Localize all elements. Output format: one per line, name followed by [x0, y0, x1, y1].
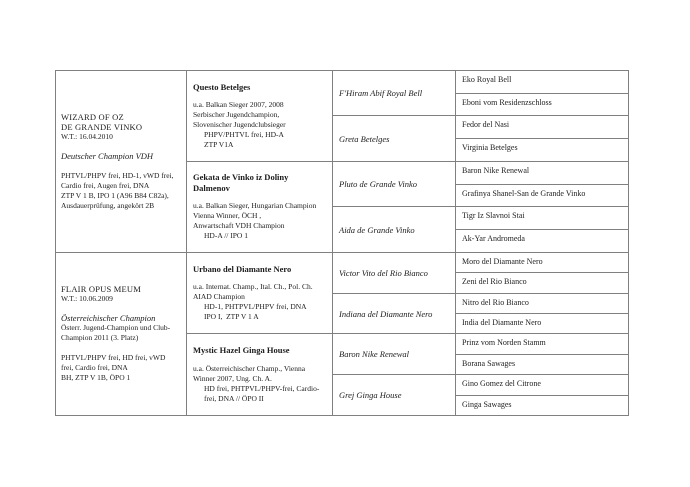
pedigree-table	[55, 70, 629, 416]
dog-name: Eko Royal Bell	[462, 75, 512, 84]
dog-name: Aida de Grande Vinko	[339, 224, 415, 235]
pedigree-cell-gen2-1	[187, 71, 333, 162]
dog-name	[193, 82, 328, 93]
dog-name: Eboni vom Residenzschloss	[462, 97, 552, 107]
text-line: Österr. Jugend-Champion und Club-	[61, 323, 171, 333]
pedigree-cell-gen4-6	[456, 185, 629, 208]
dog-name: Moro del Diamante Nero	[462, 256, 543, 266]
pedigree-cell-gen4-10	[456, 273, 629, 293]
achievements	[193, 282, 328, 322]
health-titles	[61, 171, 183, 211]
whelp-date: W.T.: 16.04.2010	[61, 131, 113, 141]
dog-name: F'Hiram Abif Royal Bell	[339, 88, 423, 99]
pedigree-cell-gen4-11	[456, 294, 629, 314]
achievements	[193, 100, 328, 150]
pedigree-cell-sire	[56, 71, 187, 253]
text-line: Cardio frei, Augen frei, DNA	[61, 180, 150, 190]
pedigree-cell-gen3-3	[333, 162, 456, 207]
dog-name: India del Diamante Nero	[462, 318, 542, 328]
dog-name: Victor Vito del Rio Bianco	[339, 267, 428, 278]
text-line: u.a. Österreichischer Champ., Vienna	[193, 363, 306, 373]
pedigree-cell-gen4-9	[456, 253, 629, 273]
health-titles	[61, 353, 183, 383]
dog-name: Baron Nike Renewal	[462, 165, 530, 175]
text-line: frei, Cardio frei, DNA	[61, 363, 128, 373]
text-line: Ausdauerprüfung, angekört 2B	[61, 200, 155, 210]
pedigree-cell-gen3-8	[333, 375, 456, 416]
dog-name: Grafinya Shanel-San de Grande Vinko	[462, 188, 586, 198]
pedigree-cell-gen3-2	[333, 116, 456, 161]
champion-title: Österreichischer Champion	[61, 313, 156, 324]
dog-name: Borana Sawages	[462, 358, 516, 368]
text-line: ZTP V1A	[204, 140, 234, 150]
achievements	[193, 364, 328, 404]
dog-name-line: WIZARD OF OZ	[61, 111, 124, 122]
pedigree-cell-gen2-4	[187, 334, 333, 416]
dog-name: Ak-Yar Andromeda	[462, 234, 525, 244]
dog-name: Gino Gomez del Citrone	[462, 379, 541, 389]
dog-name: Tigr Iz Slavnoi Stai	[462, 211, 525, 221]
text-line: HD-A // IPO 1	[204, 231, 248, 241]
text-line: IPO I, ZTP V 1 A	[204, 312, 259, 322]
text-line: HD-1, PHTPVL/PHPV frei, DNA	[204, 302, 307, 312]
dog-name: Pluto de Grande Vinko	[339, 179, 417, 190]
dog-name-line: Gekata de Vinko iz Doliny	[193, 172, 289, 183]
dog-name: Zeni del Rio Bianco	[462, 277, 527, 287]
text-line: PHTVL/PHPV frei, HD-1, vWD frei,	[61, 170, 174, 180]
pedigree-cell-gen3-5	[333, 253, 456, 294]
dog-name	[61, 284, 183, 294]
pedigree-cell-gen4-15	[456, 375, 629, 395]
pedigree-cell-gen4-13	[456, 334, 629, 354]
dog-name: Nitro del Rio Bianco	[462, 297, 529, 307]
pedigree-cell-gen4-1	[456, 71, 629, 94]
pedigree-cell-gen2-3	[187, 253, 333, 335]
achievements	[193, 201, 328, 241]
text-line: Serbischer Jugendchampion,	[193, 110, 280, 120]
dog-name	[193, 264, 328, 275]
dog-name: Baron Nike Renewal	[339, 349, 410, 360]
text-line: PHPV/PHTVL frei, HD-A	[204, 130, 284, 140]
dog-name-line: Mystic Hazel Ginga House	[193, 345, 290, 356]
pedigree-cell-gen3-4	[333, 207, 456, 252]
pedigree-cell-gen4-8	[456, 230, 629, 253]
pedigree-cell-gen2-2	[187, 162, 333, 253]
pedigree-cell-gen4-7	[456, 207, 629, 230]
dog-name	[193, 345, 328, 356]
whelp-date: W.T.: 10.06.2009	[61, 294, 113, 304]
pedigree-cell-gen4-12	[456, 314, 629, 334]
dog-name: Prinz vom Norden Stamm	[462, 338, 546, 348]
text-line: PHTVL/PHPV frei, HD frei, vWD	[61, 353, 166, 363]
text-line: u.a. Balkan Sieger, Hungarian Champion	[193, 201, 317, 211]
pedigree-cell-gen3-6	[333, 294, 456, 335]
dog-name: Greta Betelges	[339, 133, 390, 144]
text-line: Anwartschaft VDH Champion	[193, 221, 285, 231]
text-line: Vienna Winner, ÖCH ,	[193, 211, 262, 221]
text-line: u.a. Balkan Sieger 2007, 2008	[193, 100, 284, 110]
dog-name	[61, 112, 183, 132]
dog-name: Virginia Betelges	[462, 143, 518, 153]
text-line: Champion 2011 (3. Platz)	[61, 333, 139, 343]
pedigree-cell-gen4-5	[456, 162, 629, 185]
pedigree-cell-gen4-3	[456, 116, 629, 139]
pedigree-cell-gen4-14	[456, 355, 629, 375]
dog-name-line: Dalmenov	[193, 182, 230, 193]
text-line: u.a. Internat. Champ., Ital. Ch., Pol. Ch.	[193, 282, 313, 292]
pedigree-cell-gen4-2	[456, 94, 629, 117]
dog-name-line: FLAIR OPUS MEUM	[61, 284, 141, 295]
dog-name-line: Urbano del Diamante Nero	[193, 263, 292, 274]
title-lines	[61, 323, 183, 343]
dog-name: Indiana del Diamante Nero	[339, 308, 433, 319]
text-line: frei, DNA // ÖPO II	[204, 393, 264, 403]
text-line: HD frei, PHTPVL/PHPV-frei, Cardio-	[204, 383, 320, 393]
dog-name: Grej Ginga House	[339, 390, 402, 401]
pedigree-cell-gen4-4	[456, 139, 629, 162]
dog-name: Ginga Sawages	[462, 399, 512, 409]
champion-title: Deutscher Champion VDH	[61, 150, 154, 161]
pedigree-cell-gen3-7	[333, 334, 456, 375]
pedigree-cell-dam	[56, 253, 187, 416]
text-line: AIAD Champion	[193, 292, 245, 302]
text-line: BH, ZTP V 1B, ÖPO 1	[61, 373, 131, 383]
dog-name: Fedor del Nasi	[462, 120, 510, 130]
pedigree-cell-gen3-1	[333, 71, 456, 116]
dog-name-line: DE GRANDE VINKO	[61, 121, 143, 132]
dog-name	[193, 172, 328, 193]
pedigree-cell-gen4-16	[456, 396, 629, 416]
dog-name-line: Questo Betelges	[193, 81, 251, 92]
text-line: Winner 2007, Ung. Ch. A.	[193, 373, 272, 383]
text-line: ZTP V 1 B, IPO 1 (A96 B84 C82a),	[61, 190, 169, 200]
text-line: Slovenischer Jugendclubsieger	[193, 120, 286, 130]
